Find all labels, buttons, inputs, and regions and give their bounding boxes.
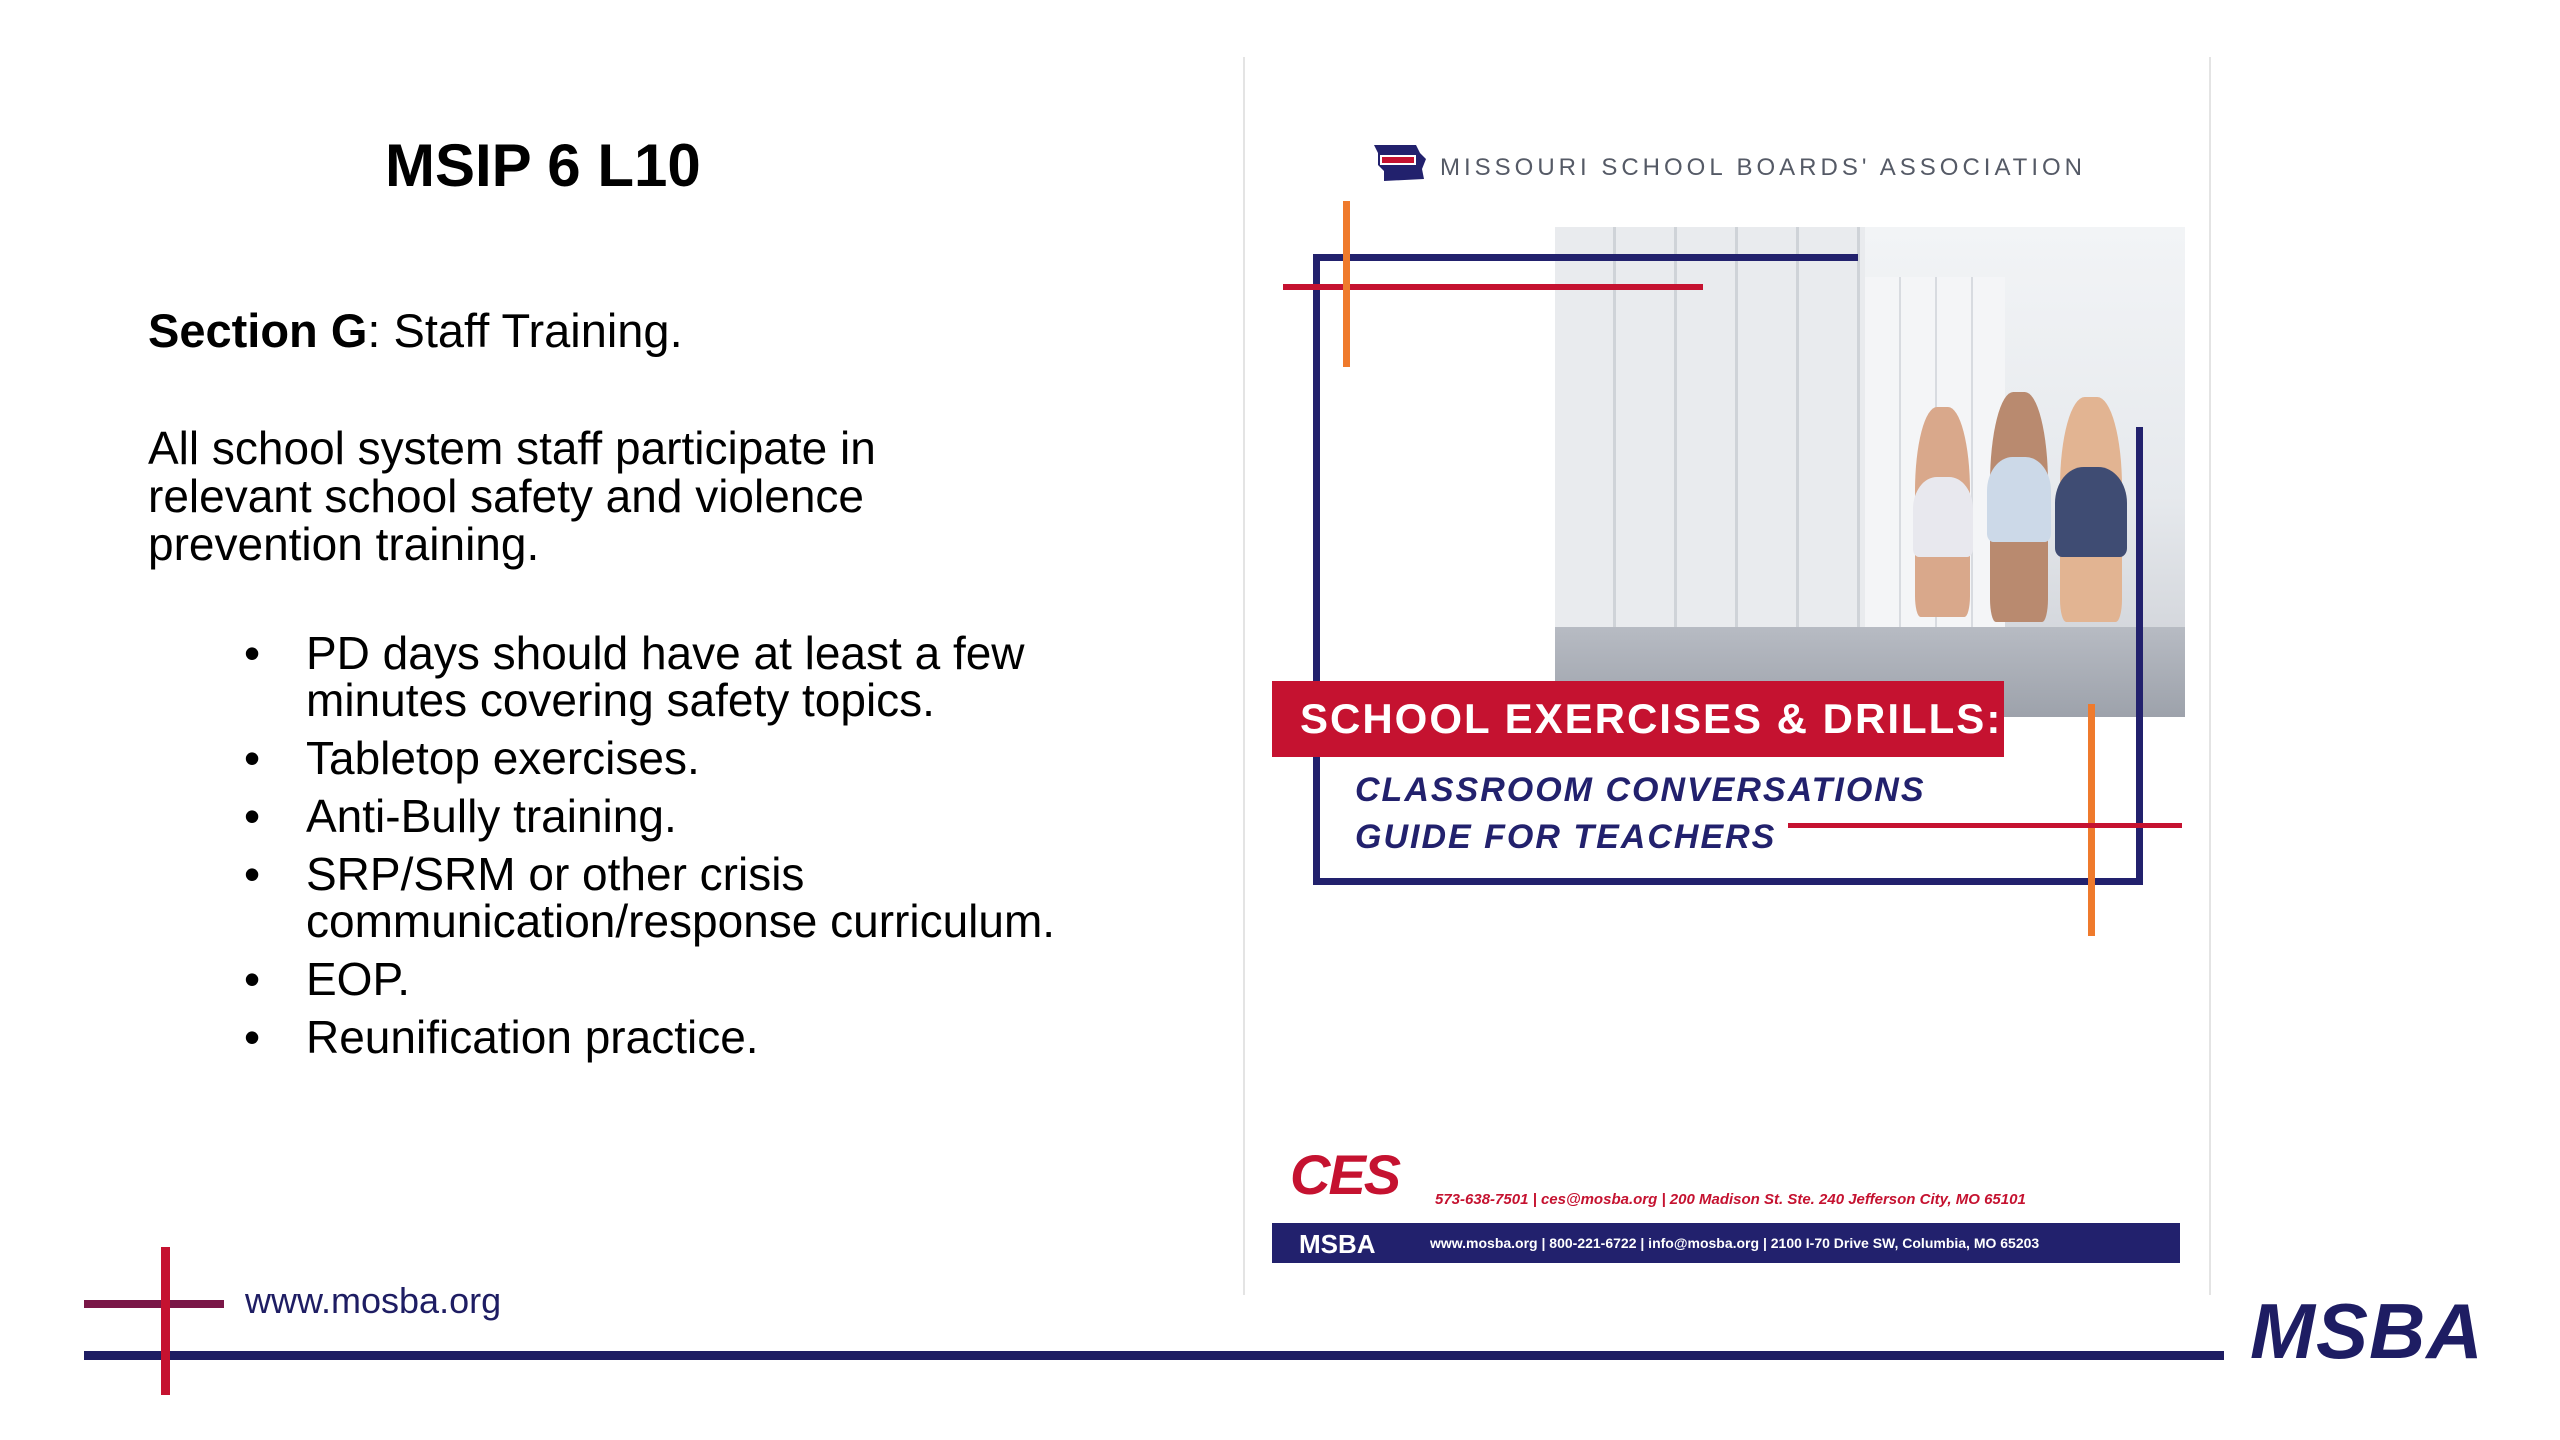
- frame-line-right: [2136, 427, 2143, 885]
- bullet-text: Tabletop exercises.: [306, 732, 700, 784]
- child-shirt: [1987, 457, 2051, 542]
- bullet-item: [240, 627, 1120, 726]
- frame-line-left: [1313, 254, 1320, 884]
- bullet-item: [240, 1011, 1120, 1063]
- footer-divider-line: [84, 1351, 2224, 1360]
- bullet-text: SRP/SRM or other crisis communication/response curriculum.: [306, 848, 1056, 947]
- bullet-text: PD days should have at least a few minutes covering safety topics.: [306, 627, 1025, 726]
- org-name: MISSOURI SCHOOL BOARDS' ASSOCIATION: [1440, 154, 2087, 181]
- document-title-banner: SCHOOL EXERCISES & DRILLS:: [1272, 681, 2004, 757]
- accent-line-orange-right: [2088, 704, 2095, 936]
- cross-mark-horizontal: [84, 1300, 224, 1308]
- ces-contact-info: 573-638-7501 | ces@mosba.org | 200 Madison St. Ste. 240 Jefferson City, MO 65101: [1435, 1191, 2026, 1208]
- bullet-item: [240, 790, 1120, 842]
- accent-line-orange-top: [1343, 201, 1350, 367]
- bullet-item: [240, 953, 1120, 1005]
- section-name: : Staff Training.: [367, 304, 683, 357]
- footer-website-link[interactable]: www.mosba.org: [245, 1280, 502, 1321]
- child-shirt: [2055, 467, 2127, 557]
- hallway-photo: [1555, 227, 2185, 717]
- msba-logo: MSBA: [2250, 1287, 2484, 1375]
- bullet-icon: •: [244, 732, 261, 784]
- document-footer-brand: MSBA: [1299, 1229, 1376, 1259]
- bullet-icon: •: [244, 953, 261, 1005]
- bullet-item: [240, 732, 1120, 784]
- document-subtitle: [1355, 767, 1926, 861]
- frame-line-top: [1313, 254, 1858, 261]
- bullet-text: Anti-Bully training.: [306, 790, 677, 842]
- slide-title: MSIP 6 L10: [385, 132, 701, 199]
- bullet-text: EOP.: [306, 953, 410, 1005]
- bullet-icon: •: [244, 1011, 261, 1063]
- bullet-icon: •: [244, 848, 261, 900]
- section-heading: [148, 305, 683, 357]
- training-bullet-list: [240, 627, 1120, 1072]
- bullet-item: [240, 848, 1120, 947]
- subtitle-line-2: GUIDE FOR TEACHERS: [1355, 818, 1777, 856]
- bullet-text: Reunification practice.: [306, 1011, 759, 1063]
- missouri-state-logo-icon: [1370, 141, 1430, 185]
- section-label: Section G: [148, 304, 368, 357]
- bullet-icon: •: [244, 790, 261, 842]
- intro-paragraph: All school system staff participate in relevant school safety and violence prevention training.: [148, 422, 876, 570]
- frame-line-bottom: [1313, 878, 2143, 885]
- cross-mark-vertical: [161, 1247, 170, 1395]
- bullet-icon: •: [244, 627, 261, 679]
- child-shirt: [1913, 477, 1973, 557]
- subtitle-line-1: CLASSROOM CONVERSATIONS: [1355, 771, 1926, 809]
- document-footer-contact: www.mosba.org | 800-221-6722 | info@mosba.org | 2100 I-70 Drive SW, Columbia, MO 65203: [1430, 1235, 2040, 1251]
- document-cover-preview: [1243, 57, 2211, 1295]
- ces-logo: CES: [1290, 1143, 1400, 1206]
